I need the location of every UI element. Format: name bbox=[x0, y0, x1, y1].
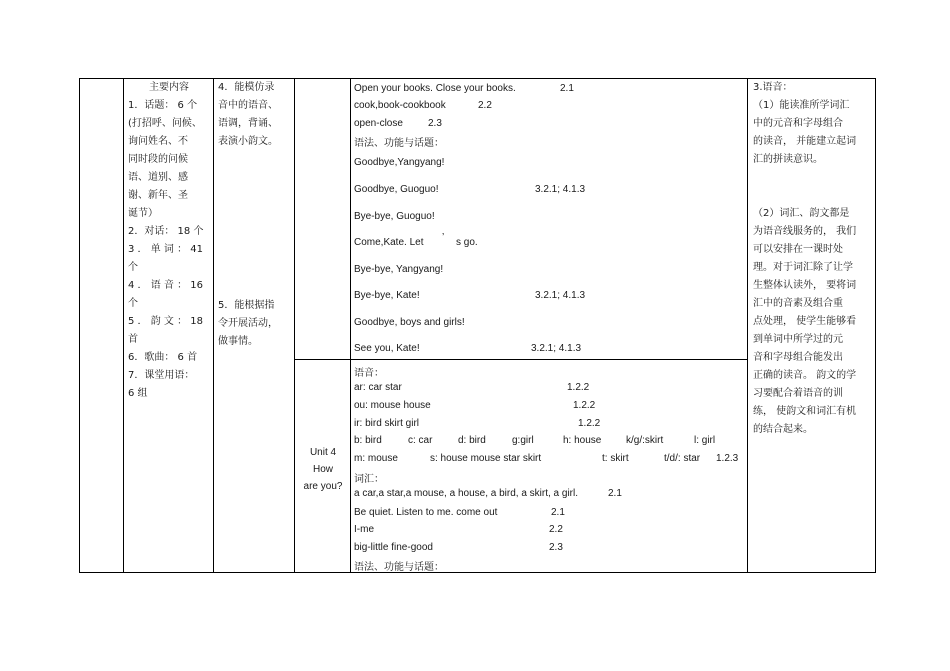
col-border-6 bbox=[747, 78, 748, 573]
note-line: 到单词中所学过的元 bbox=[753, 334, 843, 345]
note-line: 点处理， 使学生能够看 bbox=[753, 316, 857, 327]
letter-sound: b: bird bbox=[354, 435, 382, 446]
note-line: 生整体认读外， 要将词 bbox=[753, 280, 857, 291]
unit-line: How bbox=[312, 464, 333, 475]
letter-sound: l: girl bbox=[694, 435, 716, 446]
note-line: 理。对于词汇除了让学 bbox=[753, 262, 853, 273]
unit-line: Unit 4 bbox=[309, 447, 337, 458]
upper-row-suffix: s go. bbox=[456, 237, 478, 248]
main-content-line: 4 ． 语 音 ： 16 bbox=[128, 280, 203, 291]
upper-heading: 语法、功能与话题： bbox=[354, 138, 444, 149]
vocab-ref: 2.1 bbox=[551, 507, 565, 518]
upper-row: Bye-bye, Guoguo! bbox=[354, 211, 435, 222]
phonics-ref: 1.2.2 bbox=[573, 400, 596, 411]
apostrophe-mark: ’ bbox=[442, 232, 445, 243]
upper-ref: 2.1 bbox=[560, 83, 574, 94]
vocab-ref: 2.3 bbox=[549, 542, 563, 553]
letter-sound-row bbox=[354, 435, 746, 449]
note-line: （2）词汇、韵文都是 bbox=[753, 208, 850, 219]
note-line: 正确的读音。 韵文的学 bbox=[753, 370, 857, 381]
vocab-ref: 2.1 bbox=[608, 488, 622, 499]
goal-line: 做事情。 bbox=[218, 336, 258, 347]
upper-ref: 2.3 bbox=[428, 118, 442, 129]
vocab-row: big-little fine-good bbox=[354, 542, 433, 553]
upper-ref: 2.2 bbox=[478, 100, 492, 111]
phonics-row: ou: mouse house bbox=[354, 400, 431, 411]
notes-cell bbox=[753, 79, 873, 439]
main-content-cell bbox=[128, 79, 210, 403]
main-content-line: 诞节） bbox=[128, 208, 158, 219]
upper-row: Goodbye,Yangyang! bbox=[354, 157, 445, 168]
upper-row: Bye-bye, Kate! bbox=[354, 290, 420, 301]
goal-line: 令开展活动， bbox=[218, 318, 278, 329]
col-border-7 bbox=[875, 78, 876, 573]
note-line: 练， 使韵文和词汇有机 bbox=[753, 406, 857, 417]
upper-ref: 3.2.1; 4.1.3 bbox=[535, 290, 586, 301]
phonics-heading: 语音： bbox=[354, 368, 384, 379]
main-content-line: 7．课堂用语： bbox=[128, 370, 195, 381]
col-border-5 bbox=[350, 78, 351, 573]
main-content-line: 首 bbox=[128, 334, 138, 345]
note-line: （1）能读准所学词汇 bbox=[753, 100, 850, 111]
main-content-line: 语、道别、感 bbox=[128, 172, 188, 183]
phonics-row: ar: car star bbox=[354, 382, 402, 393]
main-content-heading: 主要内容 bbox=[149, 82, 189, 93]
upper-row: Goodbye, boys and girls! bbox=[354, 317, 465, 328]
vocab-row: I-me bbox=[354, 524, 374, 535]
vocab-ref: 2.2 bbox=[549, 524, 563, 535]
goal-line: 5．能根据指 bbox=[218, 300, 275, 311]
main-content-line: 6．歌曲： 6 首 bbox=[128, 352, 198, 363]
note-line: 习要配合着语音的训 bbox=[753, 388, 843, 399]
note-line: 中的元音和字母组合 bbox=[753, 118, 843, 129]
letter-sound: h: house bbox=[563, 435, 602, 446]
unit-row-divider bbox=[294, 359, 747, 360]
letter-sound: c: car bbox=[408, 435, 433, 446]
upper-ref: 3.2.1; 4.1.3 bbox=[535, 184, 586, 195]
main-content-line: 6 组 bbox=[128, 388, 148, 399]
goal-item-5 bbox=[218, 297, 292, 351]
note-line: 汇的拼读意识。 bbox=[753, 154, 823, 165]
main-content-line: 1．话题： 6 个 bbox=[128, 100, 198, 111]
letter-sound: m: mouse bbox=[354, 453, 398, 464]
upper-row: open-close bbox=[354, 118, 403, 129]
goal-line: 4．能模仿录 bbox=[218, 82, 275, 93]
note-line: 音和字母组合能发出 bbox=[753, 352, 843, 363]
letter-sound-row bbox=[354, 453, 746, 467]
goal-line: 音中的语音、 bbox=[218, 100, 278, 111]
letter-sound: t: skirt bbox=[602, 453, 629, 464]
main-content-line: 谢、新年、圣 bbox=[128, 190, 188, 201]
upper-row: Come,Kate. Let bbox=[354, 237, 424, 248]
goal-line: 语调，背诵、 bbox=[218, 118, 278, 129]
col-border-2 bbox=[123, 78, 124, 573]
note-line: 汇中的音素及组合重 bbox=[753, 298, 843, 309]
vocab-row: Be quiet. Listen to me. come out bbox=[354, 507, 498, 518]
phonics-row: ir: bird skirt girl bbox=[354, 418, 420, 429]
vocab-heading: 词汇： bbox=[354, 474, 384, 485]
note-line: 为语音线服务的， 我们 bbox=[753, 226, 857, 237]
letter-sound: g:girl bbox=[512, 435, 534, 446]
unit-line: are you? bbox=[303, 481, 343, 492]
upper-row: Bye-bye, Yangyang! bbox=[354, 264, 444, 275]
unit-label bbox=[295, 444, 351, 495]
phonics-ref: 1.2.2 bbox=[578, 418, 601, 429]
note-line: 可以安排在一课时处 bbox=[753, 244, 843, 255]
main-content-line: 2．对话： 18 个 bbox=[128, 226, 204, 237]
note-line: 的结合起来。 bbox=[753, 424, 813, 435]
upper-row: cook,book-cookbook bbox=[354, 100, 446, 111]
letter-sound-ref: 1.2.3 bbox=[716, 453, 739, 464]
main-content-line: 3 ． 单 词 ： 41 bbox=[128, 244, 203, 255]
note-spacer bbox=[753, 169, 873, 205]
letter-sound: k/g/:skirt bbox=[626, 435, 664, 446]
col-border-4 bbox=[294, 78, 295, 573]
grammar-heading: 语法、功能与话题： bbox=[354, 562, 444, 573]
col-border-3 bbox=[213, 78, 214, 573]
phonics-ref: 1.2.2 bbox=[567, 382, 590, 393]
upper-row: Goodbye, Guoguo! bbox=[354, 184, 439, 195]
col-border-1 bbox=[79, 78, 80, 573]
upper-ref: 3.2.1; 4.1.3 bbox=[531, 343, 582, 354]
note-line: 3.语音： bbox=[753, 82, 793, 93]
main-content-line: 个 bbox=[128, 298, 138, 309]
main-content-line: (打招呼、问候、 bbox=[128, 118, 202, 129]
main-content-line: 个 bbox=[128, 262, 138, 273]
letter-sound: s: house mouse star skirt bbox=[430, 453, 542, 464]
vocab-row: a car,a star,a mouse, a house, a bird, a skirt, a girl. bbox=[354, 488, 578, 499]
goal-line: 表演小韵文。 bbox=[218, 136, 278, 147]
upper-row: See you, Kate! bbox=[354, 343, 420, 354]
main-content-line: 同时段的问候 bbox=[128, 154, 188, 165]
main-content-line: 5 ． 韵 文 ： 18 bbox=[128, 316, 203, 327]
note-line: 的读音， 并能建立起词 bbox=[753, 136, 857, 147]
table-bottom-border bbox=[79, 572, 875, 573]
letter-sound: t/d/: star bbox=[664, 453, 701, 464]
upper-row: Open your books. Close your books. bbox=[354, 83, 516, 94]
goal-item-4 bbox=[218, 79, 292, 151]
letter-sound: d: bird bbox=[458, 435, 486, 446]
main-content-line: 询问姓名、不 bbox=[128, 136, 188, 147]
